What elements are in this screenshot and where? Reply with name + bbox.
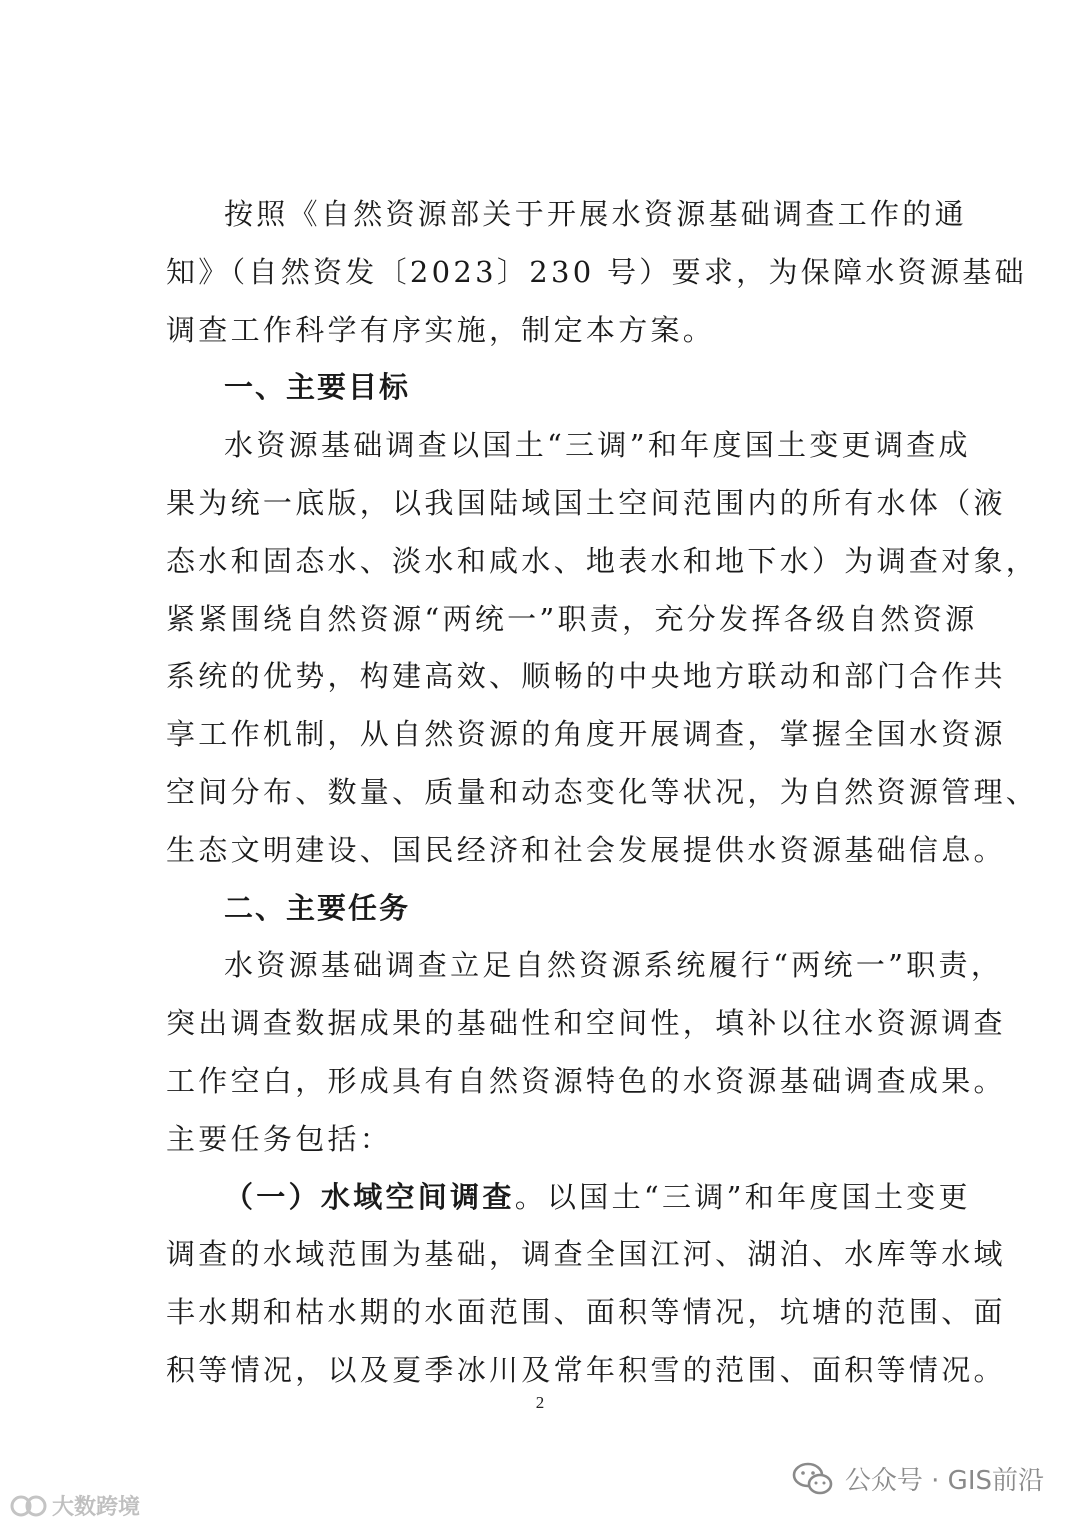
subsection-1-line-2: 调查的水域范围为基础，调查全国江河、湖泊、水库等水域: [166, 1237, 1006, 1272]
intro-line-3: 调查工作科学有序实施，制定本方案。: [166, 312, 716, 347]
section-1-line-8: 生态文明建设、国民经济和社会发展提供水资源基础信息。: [166, 832, 1006, 867]
wechat-icon: [791, 1461, 835, 1497]
watermark-right: [791, 1460, 1044, 1497]
document-body: [166, 186, 1039, 1400]
watermark-left-text: 大数跨境: [52, 1495, 141, 1520]
section-2-line-4: 主要任务包括：: [166, 1121, 393, 1156]
section-2-heading: 二、主要任务: [224, 890, 411, 925]
section-1-line-2: 果为统一底版，以我国陆域国土空间范围内的所有水体（液: [166, 485, 1006, 520]
section-2-line-2: 突出调查数据成果的基础性和空间性，填补以往水资源调查: [166, 1006, 1006, 1041]
section-1-line-7: 空间分布、数量、质量和动态变化等状况，为自然资源管理、: [166, 774, 1039, 809]
section-1-line-6: 享工作机制，从自然资源的角度开展调查，掌握全国水资源: [166, 717, 1006, 752]
section-2-line-3: 工作空白，形成具有自然资源特色的水资源基础调查成果。: [166, 1063, 1006, 1098]
section-2-line-1: 水资源基础调查立足自然资源系统履行“两统一”职责，: [224, 948, 1004, 983]
subsection-1-line-1-text: 。以国土“三调”和年度国土变更: [514, 1179, 971, 1214]
page-number: 2: [535, 1393, 545, 1412]
section-1-line-3: 态水和固态水、淡水和咸水、地表水和地下水）为调查对象，: [166, 543, 1039, 578]
subsection-1-label: （一）水域空间调查: [224, 1179, 515, 1214]
subsection-1-line-4: 积等情况，以及夏季冰川及常年积雪的范围、面积等情况。: [166, 1352, 1006, 1387]
section-1-line-5: 系统的优势，构建高效、顺畅的中央地方联动和部门合作共: [166, 659, 1006, 694]
watermark-right-text: 公众号 · GIS前沿: [844, 1466, 1044, 1496]
section-1-line-4: 紧紧围绕自然资源“两统一”职责，充分发挥各级自然资源: [166, 601, 978, 636]
section-1-line-1: 水资源基础调查以国土“三调”和年度国土变更调查成: [224, 428, 971, 463]
intro-line-1: 按照《自然资源部关于开展水资源基础调查工作的通: [224, 197, 967, 231]
dashuju-logo-icon: [10, 1494, 48, 1518]
subsection-1-line-1: [166, 1169, 971, 1227]
subsection-1-line-3: 丰水期和枯水期的水面范围、面积等情况，坑塘的范围、面: [166, 1295, 1006, 1330]
section-1-heading: 一、主要目标: [224, 370, 411, 405]
watermark-left: [10, 1490, 140, 1521]
intro-line-2: 知》（自然资发〔2023〕230 号）要求，为保障水资源基础: [166, 254, 1027, 289]
